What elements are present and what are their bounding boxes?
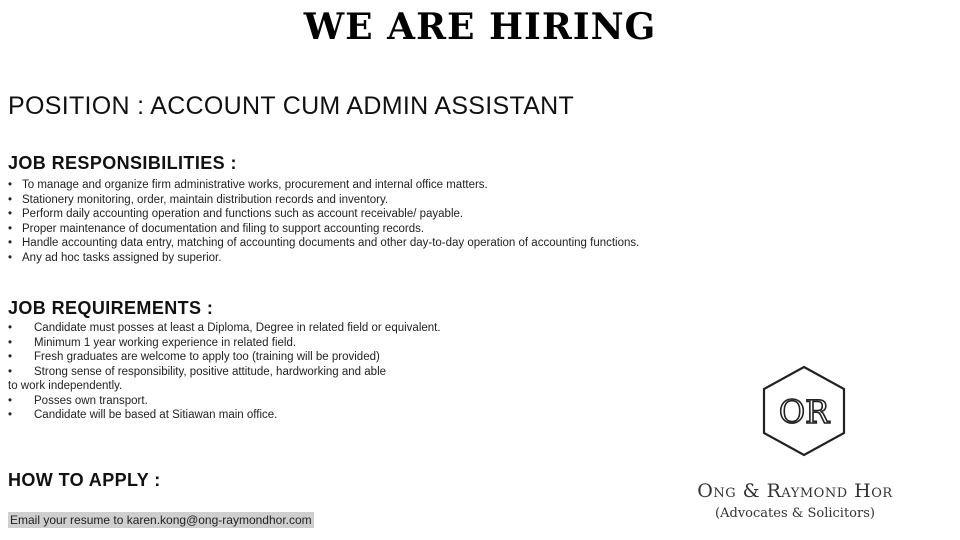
responsibilities-list xyxy=(8,178,639,265)
list-item xyxy=(8,408,441,423)
list-item-text: Candidate will be based at Sitiawan main office. xyxy=(34,409,278,421)
list-item xyxy=(8,222,639,237)
logo-initials: OR xyxy=(778,393,830,431)
list-item-text: Fresh graduates are welcome to apply too (training will be provided) xyxy=(34,351,380,363)
requirements-heading: JOB REQUIREMENTS : xyxy=(8,298,214,318)
list-item-continuation: to work independently. xyxy=(8,380,123,392)
firm-subtitle: (Advocates & Solicitors) xyxy=(715,506,875,521)
bullet-icon: • xyxy=(8,336,13,349)
requirements-list xyxy=(8,321,441,423)
responsibilities-heading: JOB RESPONSIBILITIES : xyxy=(8,153,237,173)
bullet-icon: • xyxy=(8,251,13,264)
list-item-text: Any ad hoc tasks assigned by superior. xyxy=(22,251,222,264)
list-item xyxy=(8,350,441,365)
list-item-text: Posses own transport. xyxy=(34,394,148,407)
list-item xyxy=(8,336,441,351)
list-item xyxy=(8,365,441,394)
firm-name: Ong & Raymond Hor xyxy=(697,480,893,502)
list-item xyxy=(8,236,639,251)
bullet-icon: • xyxy=(8,409,13,421)
list-item-text: Perform daily accounting operation and functions such as account receivable/ payable. xyxy=(22,208,464,220)
list-item-text: Stationery monitoring, order, maintain distribution records and inventory. xyxy=(22,193,389,206)
bullet-icon: • xyxy=(8,179,13,191)
apply-email-text[interactable]: Email your resume to karen.kong@ong-raymondhor.com xyxy=(10,513,312,527)
list-item-text: Strong sense of responsibility, positive attitude, hardworking and able xyxy=(34,365,387,378)
bullet-icon: • xyxy=(8,222,13,235)
bullet-icon: • xyxy=(8,365,13,378)
list-item xyxy=(8,321,441,336)
list-item-text: Candidate must posses at least a Diploma, Degree in related field or equivalent. xyxy=(34,322,441,334)
list-item-text: Handle accounting data entry, matching of accounting documents and other day-to-day operation of accounting functions. xyxy=(22,237,640,249)
hexagon-logo-icon xyxy=(762,365,846,457)
bullet-icon: • xyxy=(8,237,13,249)
bullet-icon: • xyxy=(8,351,13,363)
bullet-icon: • xyxy=(8,394,13,407)
list-item-text: To manage and organize firm administrative works, procurement and internal office matters. xyxy=(22,179,488,191)
list-item xyxy=(8,251,639,266)
list-item xyxy=(8,394,441,409)
list-item xyxy=(8,178,639,193)
list-item-text: Minimum 1 year working experience in related field. xyxy=(34,336,297,349)
bullet-icon: • xyxy=(8,322,13,334)
list-item xyxy=(8,193,639,208)
hiring-title: WE ARE HIRING xyxy=(303,6,657,48)
bullet-icon: • xyxy=(8,208,13,220)
list-item-text: Proper maintenance of documentation and filing to support accounting records. xyxy=(22,222,425,235)
list-item xyxy=(8,207,639,222)
bullet-icon: • xyxy=(8,193,13,206)
position-title: POSITION : ACCOUNT CUM ADMIN ASSISTANT xyxy=(8,92,575,120)
apply-heading: HOW TO APPLY : xyxy=(8,470,161,490)
